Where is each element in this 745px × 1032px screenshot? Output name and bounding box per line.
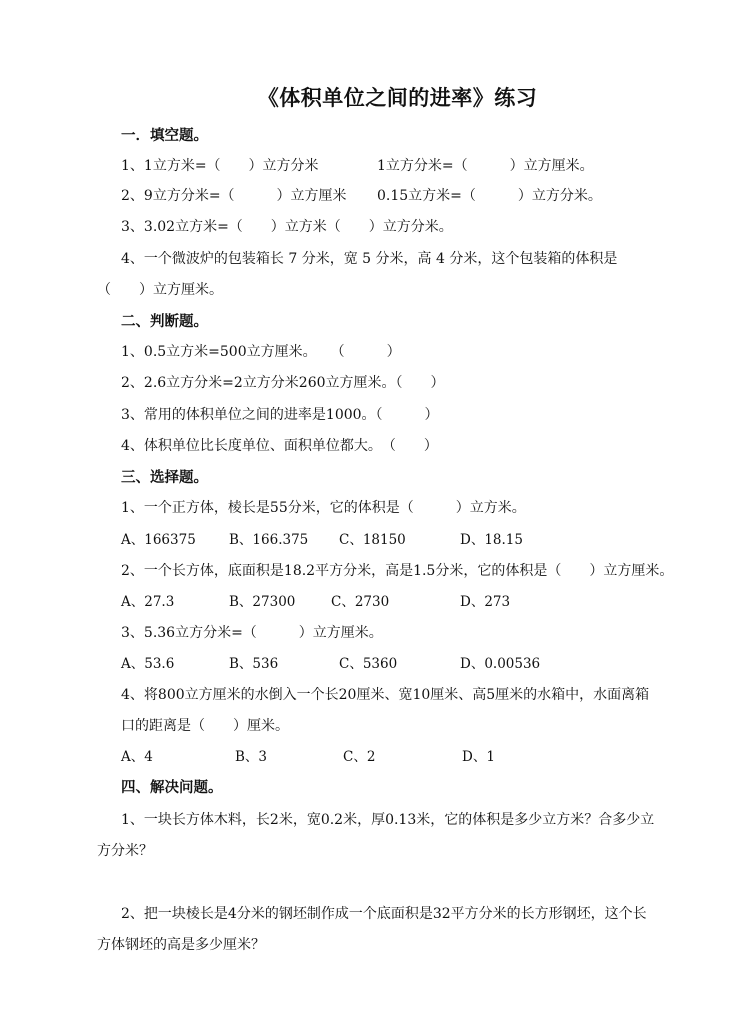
choice-q1-option-d: D、18.15: [460, 532, 523, 548]
fill-q3: 3、3.02立方米=（ ）立方米（ ）立方分米。: [121, 219, 453, 235]
choice-q1: 1、一个正方体，棱长是55分米，它的体积是（ ）立方米。: [121, 500, 526, 516]
choice-q2-option-c: C、2730: [331, 594, 390, 610]
choice-q2-option-b: B、27300: [229, 594, 296, 610]
fill-q1b: 1立方分米=（ ）立方厘米。: [377, 158, 594, 174]
choice-q4-option-b: B、3: [235, 749, 268, 765]
judge-q2: 2、2.6立方分米=2立方分米260立方厘米。（ ）: [121, 375, 445, 391]
solve-q1-line2: 方分米？: [97, 843, 153, 859]
page-title: 《体积单位之间的进率》练习: [257, 85, 538, 110]
choice-q3: 3、5.36立方分米=（ ）立方厘米。: [121, 625, 383, 641]
choice-q3-option-b: B、536: [229, 656, 279, 672]
choice-q1-option-b: B、166.375: [229, 532, 309, 548]
choice-q4-option-a: A、4: [121, 749, 153, 765]
choice-q4-option-c: C、2: [343, 749, 376, 765]
fill-q4-line2: （ ）立方厘米。: [97, 282, 223, 298]
choice-q4-option-d: D、1: [462, 749, 495, 765]
fill-q1a: 1、1立方米=（ ）立方分米: [121, 158, 319, 174]
solve-q1-line1: 1、一块长方体木料，长2米，宽0.2米，厚0.13米，它的体积是多少立方米？合多少立: [121, 812, 655, 828]
choice-q2-option-d: D、273: [460, 594, 511, 610]
choice-q3-option-d: D、0.00536: [460, 656, 541, 672]
solve-q2-line1: 2、把一块棱长是4分米的钢坯制作成一个底面积是32平方分米的长方形钢坯，这个长: [121, 906, 647, 922]
judge-q4: 4、体积单位比长度单位、面积单位都大。 （ ）: [121, 438, 438, 454]
judge-q3: 3、常用的体积单位之间的进率是1000。（ ）: [121, 407, 439, 423]
fill-q4-line1: 4、一个微波炉的包装箱长 7 分米，宽 5 分米，高 4 分米，这个包装箱的体积是: [121, 251, 618, 267]
choice-q1-option-c: C、18150: [339, 532, 406, 548]
section-choice-heading: 三、选择题。: [121, 469, 208, 486]
choice-q2-option-a: A、27.3: [121, 594, 175, 610]
section-solve-heading: 四、解决问题。: [121, 779, 223, 796]
choice-q4-line2: 口的距离是（ ）厘米。: [121, 718, 289, 734]
choice-q3-option-c: C、5360: [339, 656, 398, 672]
fill-q2b: 0.15立方米=（ ）立方分米。: [377, 188, 602, 204]
section-judge-heading: 二、判断题。: [121, 313, 208, 330]
choice-q2: 2、一个长方体，底面积是18.2平方分米，高是1.5分米，它的体积是（ ）立方厘米。: [121, 563, 674, 579]
fill-q2a: 2、9立方分米=（ ）立方厘米: [121, 188, 347, 204]
choice-q1-option-a: A、166375: [121, 532, 196, 548]
solve-q2-line2: 方体钢坯的高是多少厘米？: [97, 937, 265, 953]
choice-q3-option-a: A、53.6: [121, 656, 175, 672]
judge-q1: 1、0.5立方米=500立方厘米。 （ ）: [121, 344, 401, 360]
choice-q4-line1: 4、将800立方厘米的水倒入一个长20厘米、宽10厘米、高5厘米的水箱中，水面离箱: [121, 687, 650, 703]
section-fill-heading: 一．填空题。: [121, 127, 208, 144]
